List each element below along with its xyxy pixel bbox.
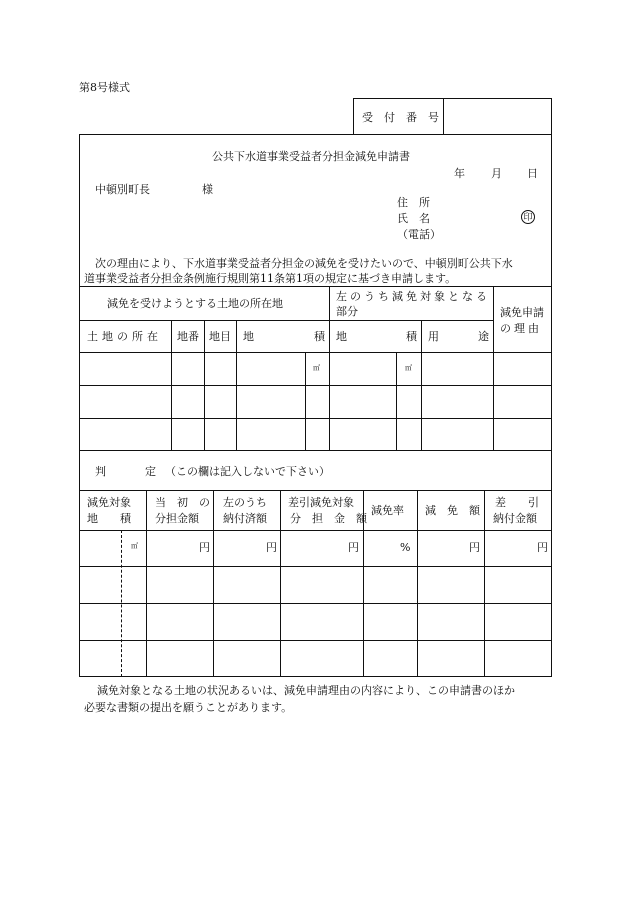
form-number: 第8号様式 <box>79 81 130 94</box>
group-target-header-line2: 部分 <box>336 305 358 318</box>
footer-line2: 必要な書類の提出を願うことがあります。 <box>84 701 293 714</box>
reason-header-line2: の理由 <box>500 322 542 335</box>
judgment-table-top-rule <box>79 490 552 491</box>
receipt-label: 受 付 番 号 <box>362 111 439 124</box>
judgment-col5: 減免率 <box>371 504 404 517</box>
judgment-area-unit: ㎡ <box>131 542 138 550</box>
judgment-label-2: 定 <box>145 465 156 478</box>
group-target-header-line1: 左のうち減免対象となる <box>336 290 490 303</box>
judgment-col2-line1: 当 初 の <box>155 496 210 509</box>
reason-header-line1: 減免申請 <box>500 306 544 319</box>
col-area-header: 地 <box>243 330 254 343</box>
land-table-top-rule <box>79 286 552 287</box>
judgment-col1-line1: 減免対象 <box>87 496 131 509</box>
judgment-col3-line2: 納付済額 <box>223 512 267 525</box>
applicant-name-label: 氏 名 <box>397 212 430 225</box>
receipt-box <box>353 98 552 135</box>
date-year[interactable]: 年 <box>454 167 465 180</box>
col-lot-header: 地番 <box>177 330 199 343</box>
form-frame <box>79 134 552 677</box>
paid-amount-unit: 円 <box>266 541 277 554</box>
judgment-col4-line2: 分 担 金 額 <box>290 512 367 525</box>
col-use-header: 用 <box>428 330 439 343</box>
reduction-amount-unit: 円 <box>469 541 480 554</box>
judgment-col3-line1: 左のうち <box>223 496 267 509</box>
net-payment-unit: 円 <box>537 541 548 554</box>
judgment-col6: 減 免 額 <box>425 504 480 517</box>
col-category-header: 地目 <box>209 330 231 343</box>
date-month[interactable]: 月 <box>491 167 502 180</box>
col-location-header: 土地の所在 <box>87 330 162 343</box>
reduction-rate-unit: % <box>400 541 411 554</box>
initial-amount-unit: 円 <box>199 541 210 554</box>
applicant-address-label: 住 所 <box>397 196 430 209</box>
judgment-label: 判 <box>95 465 106 478</box>
group-location-header: 減免を受けようとする土地の所在地 <box>107 297 283 310</box>
body-text-line1: 次の理由により、下水道事業受益者分担金の減免を受けたいので、中頓別町公共下水 <box>95 257 513 270</box>
addressee-name: 中頓別町長 <box>95 183 150 196</box>
document-title: 公共下水道事業受益者分担金減免申請書 <box>212 150 410 163</box>
col-use-header-2: 途 <box>478 330 489 343</box>
judgment-note: （この欄は記入しないで下さい） <box>165 465 330 478</box>
target-area-unit: ㎡ <box>405 364 412 372</box>
target-amount-unit: 円 <box>348 541 359 554</box>
judgment-col1-line2: 地 積 <box>87 512 131 525</box>
seal-mark: 印 <box>521 210 535 224</box>
col-target-area-header: 地 <box>336 330 347 343</box>
area-unit: ㎡ <box>313 364 320 372</box>
body-text-line2: 道事業受益者分担金条例施行規則第11条第1項の規定に基づき申請します。 <box>84 272 457 285</box>
date-day[interactable]: 日 <box>527 167 538 180</box>
judgment-col7-line1: 差 引 <box>495 496 539 509</box>
judgment-col4-line1: 差引減免対象 <box>288 496 354 509</box>
col-area-header-2: 積 <box>314 330 325 343</box>
applicant-phone-label: （電話） <box>397 228 441 241</box>
addressee-honorific: 様 <box>202 183 213 196</box>
footer-line1: 減免対象となる土地の状況あるいは、減免申請理由の内容により、この申請書のほか <box>97 684 515 697</box>
judgment-col7-line2: 納付金額 <box>493 512 537 525</box>
col-target-area-header-2: 積 <box>406 330 417 343</box>
judgment-col2-line2: 分担金額 <box>155 512 199 525</box>
